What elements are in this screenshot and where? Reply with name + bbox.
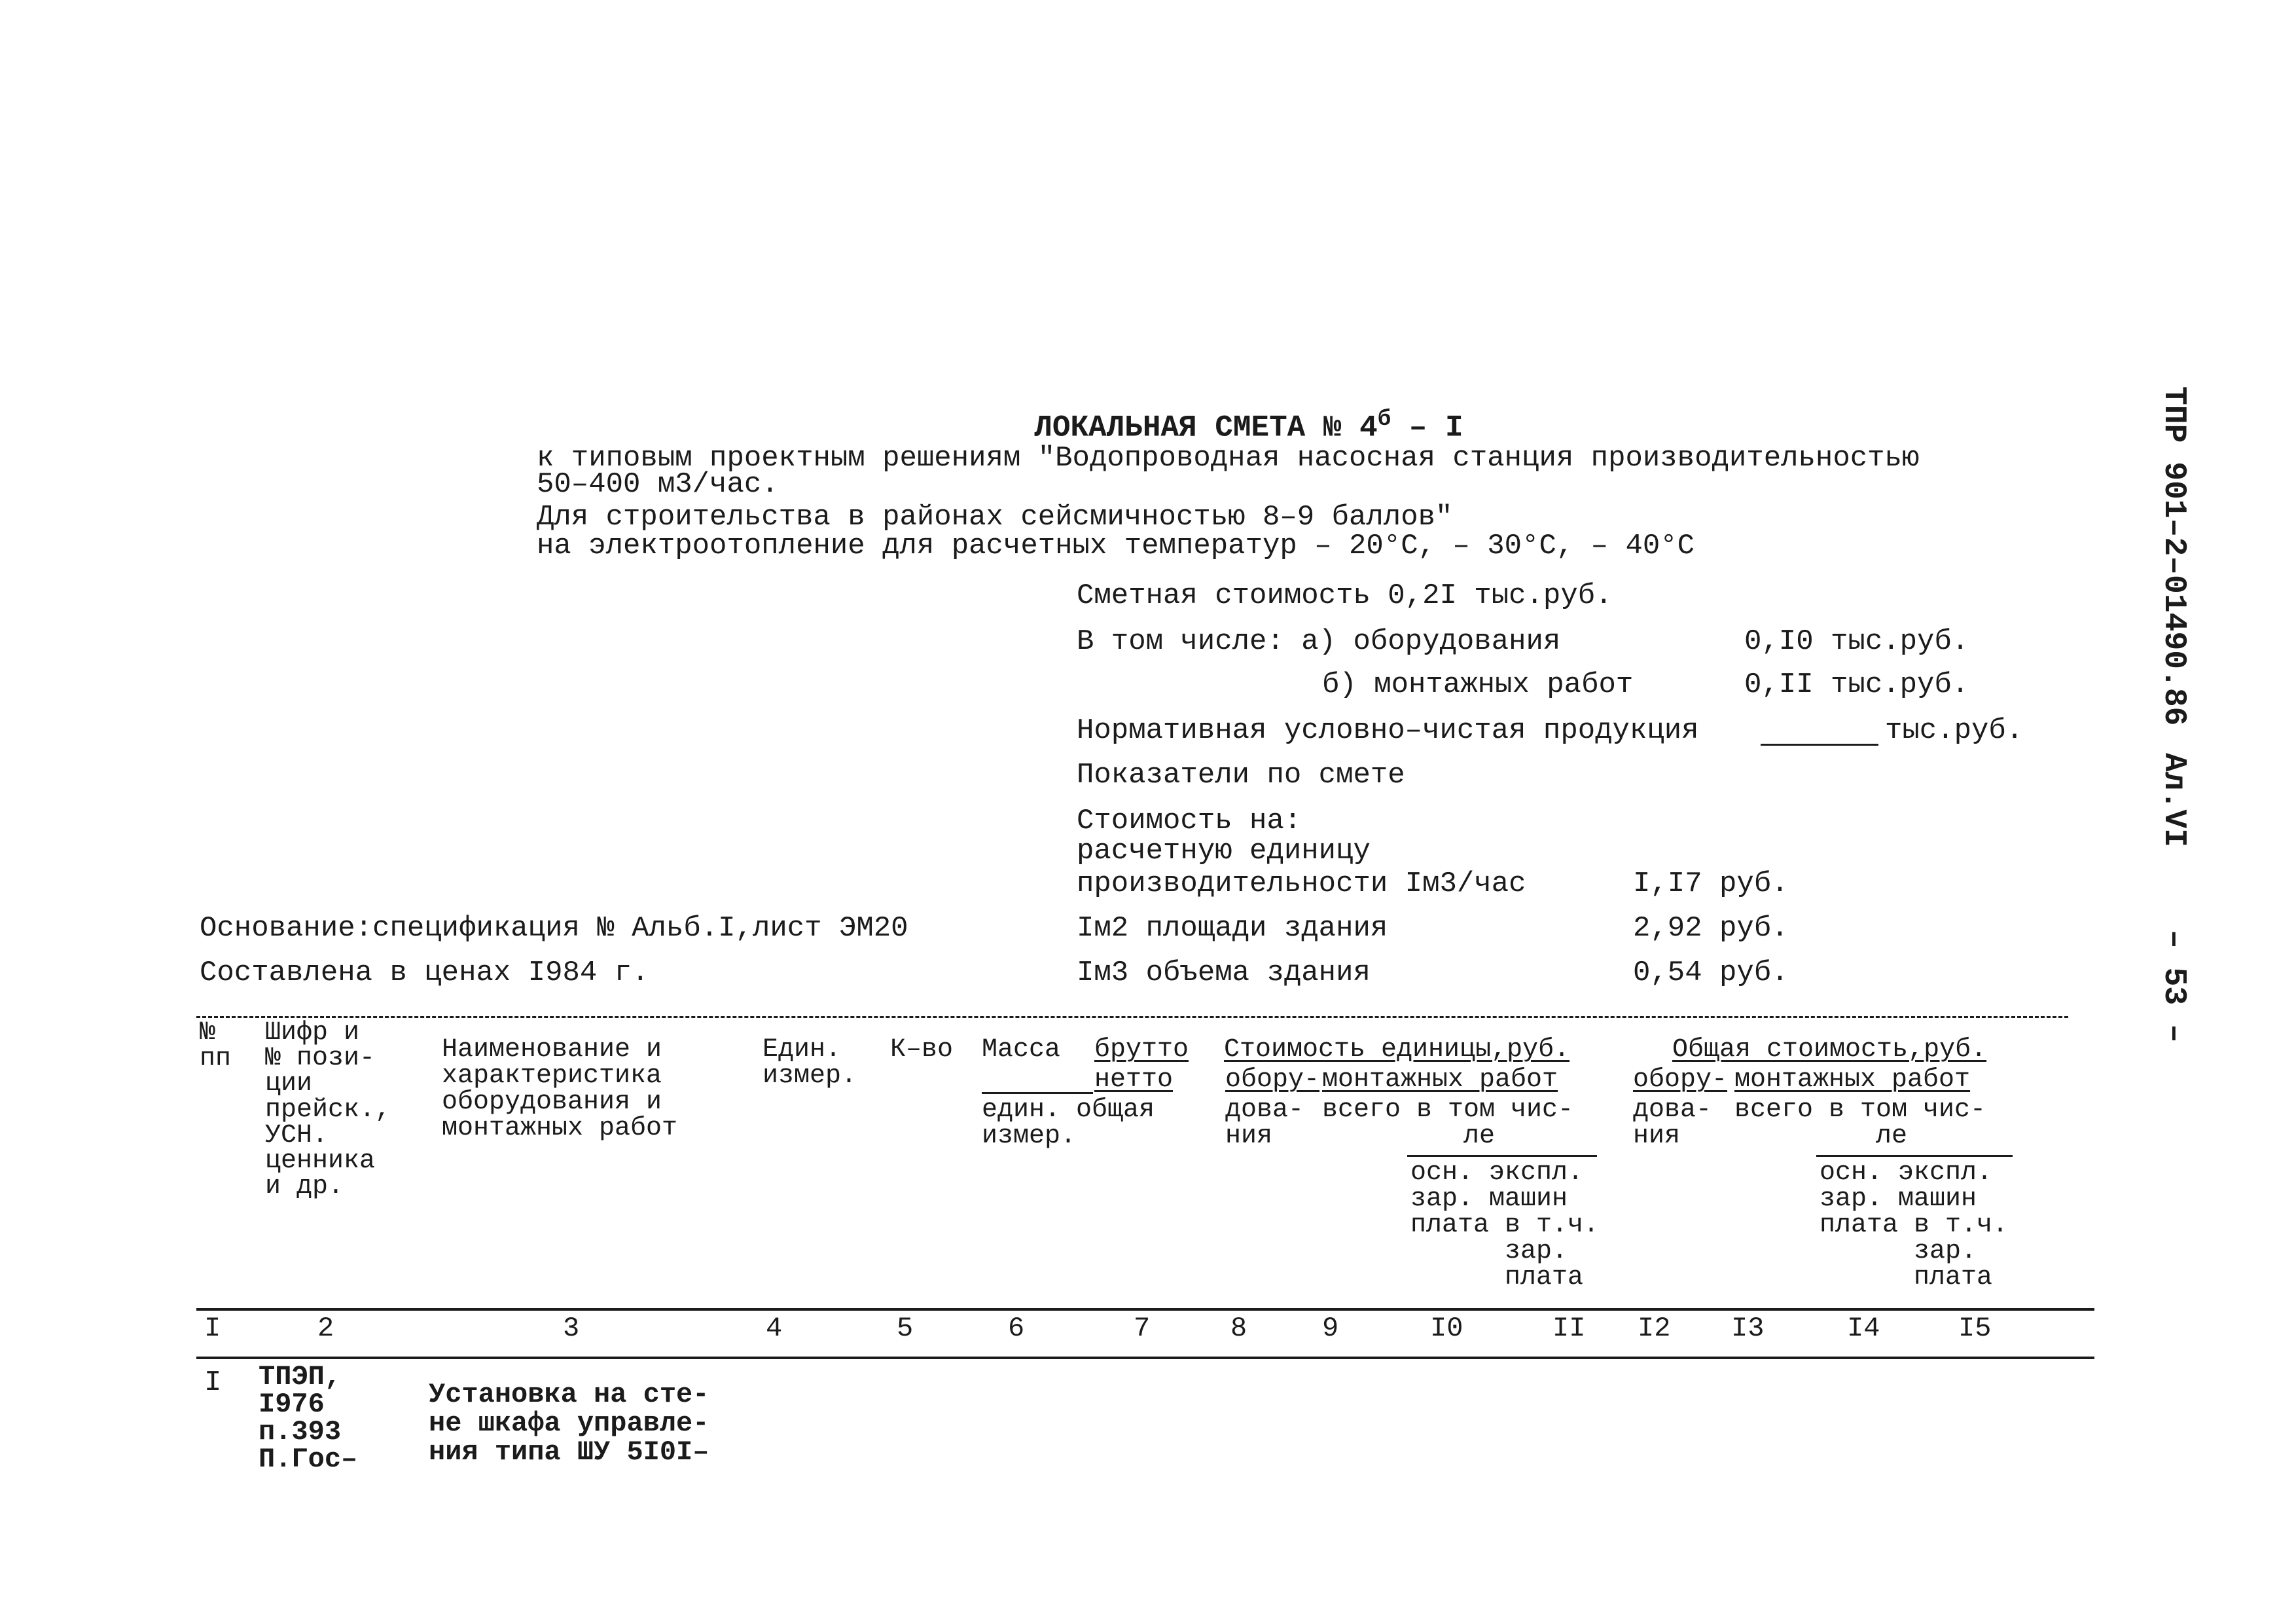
- colnum-13: I3: [1731, 1313, 1765, 1344]
- colnum-1: I: [204, 1313, 221, 1344]
- incl-equipment-label: В том числе: а) оборудования: [1077, 625, 1561, 658]
- header-total-all: всего в том чис- ле: [1734, 1095, 1986, 1151]
- normative-label: Нормативная условно–чистая продукция: [1077, 714, 1699, 747]
- row-name: Установка на сте- не шкафа управле- ния типа ШУ 5I0I–: [429, 1379, 709, 1468]
- header-unit-equip: обору-: [1225, 1065, 1320, 1095]
- header-total-equip: обору-: [1633, 1065, 1728, 1095]
- normative-unit: тыс.руб.: [1885, 714, 2024, 747]
- total-cost: Сметная стоимость 0,2I тыс.руб.: [1077, 579, 1613, 612]
- total-sub-rule: [1816, 1155, 2013, 1157]
- colnum-4: 4: [766, 1313, 783, 1344]
- subtitle-line-4: на электроотопление для расчетных температур – 20°C, – 30°C, – 40°C: [537, 530, 1695, 562]
- title-superscript: б: [1377, 407, 1391, 432]
- side-stamp: [2156, 386, 2199, 1074]
- incl-equipment-value: 0,I0 тыс.руб.: [1744, 625, 1969, 658]
- colnum-10: I0: [1430, 1313, 1463, 1344]
- header-brutto: брутто: [1094, 1035, 1189, 1065]
- colnum-9: 9: [1322, 1313, 1339, 1344]
- unit-sub-rule: [1407, 1155, 1597, 1157]
- header-unit-sub: осн. экспл. зар. машин плата в т.ч. зар. плата: [1410, 1158, 1600, 1292]
- unit-line-1: расчетную единицу: [1077, 835, 1371, 867]
- header-unit-all: всего в том чис- ле: [1322, 1095, 1574, 1151]
- header-c1: № пп: [200, 1018, 232, 1074]
- header-netto: нетто: [1094, 1065, 1174, 1095]
- header-c2: Шифр и № пози- ции прейск., УСН. ценника и др.: [265, 1018, 391, 1202]
- colnum-3: 3: [563, 1313, 580, 1344]
- colnum-2: 2: [317, 1313, 334, 1344]
- stamp-code: ТПР 901–2–01490.86: [2156, 386, 2191, 726]
- row-number: I: [204, 1366, 222, 1399]
- stamp-album: Ал.VI: [2156, 753, 2191, 848]
- colnum-12: I2: [1638, 1313, 1671, 1344]
- header-total-mont: монтажных работ: [1734, 1065, 1971, 1095]
- area-label: Iм2 площади здания: [1077, 912, 1388, 945]
- header-unit-mont: монтажных работ: [1322, 1065, 1558, 1095]
- colnum-14: I4: [1847, 1313, 1880, 1344]
- incl-install-label: б) монтажных работ: [1322, 668, 1634, 701]
- normative-blank: [1761, 744, 1878, 746]
- netto-rule: [982, 1092, 1093, 1094]
- colnum-6: 6: [1008, 1313, 1025, 1344]
- colnum-bottom-rule: [196, 1357, 2094, 1359]
- header-mass: Масса: [982, 1035, 1061, 1065]
- header-total-cost: Общая стоимость,руб.: [1672, 1035, 1987, 1065]
- header-total-sub: осн. экспл. зар. машин плата в т.ч. зар. плата: [1820, 1158, 2009, 1292]
- subtitle-line-2: 50–400 м3/час.: [537, 468, 779, 501]
- colnum-15: I5: [1958, 1313, 1992, 1344]
- cost-on-label: Стоимость на:: [1077, 805, 1302, 837]
- colnum-8: 8: [1230, 1313, 1247, 1344]
- stamp-page: – 53 –: [2156, 930, 2191, 1043]
- prices-text: Составлена в ценах I984 г.: [200, 957, 649, 989]
- basis-text: Основание:спецификация № Альб.I,лист ЭМ20: [200, 912, 908, 945]
- colnum-11: II: [1552, 1313, 1586, 1344]
- colnum-top-rule: [196, 1308, 2094, 1311]
- header-total-equip2: дова- ния: [1633, 1095, 1712, 1151]
- subtitle-line-1: к типовым проектным решениям "Водопроводная насосная станция производительностью: [537, 442, 1920, 475]
- volume-value: 0,54 руб.: [1633, 957, 1789, 989]
- header-c3: Наименование и характеристика оборудования и монтажных работ: [442, 1035, 678, 1143]
- indicators-label: Показатели по смете: [1077, 759, 1405, 792]
- header-unit-cost: Стоимость единицы,руб.: [1224, 1035, 1570, 1065]
- colnum-5: 5: [897, 1313, 914, 1344]
- colnum-7: 7: [1134, 1313, 1151, 1344]
- header-c5: К–во: [890, 1035, 954, 1065]
- header-c4: Един. измер.: [762, 1035, 857, 1091]
- header-unit-equip2: дова- ния: [1225, 1095, 1304, 1151]
- header-mass-sub: един. общая измер.: [982, 1095, 1155, 1151]
- volume-label: Iм3 объема здания: [1077, 957, 1371, 989]
- title-text: ЛОКАЛЬНАЯ СМЕТА № 4: [1034, 410, 1378, 445]
- unit-value: I,I7 руб.: [1633, 867, 1789, 900]
- table-top-rule: [196, 1016, 2068, 1018]
- area-value: 2,92 руб.: [1633, 912, 1789, 945]
- unit-line-2: производительности Iм3/час: [1077, 867, 1526, 900]
- row-code: ТПЭП, I976 п.393 П.Гос–: [259, 1361, 358, 1475]
- subtitle-line-3: Для строительства в районах сейсмичностью 8–9 баллов": [537, 501, 1453, 534]
- title-suffix: – I: [1408, 410, 1463, 445]
- page-title: [998, 378, 1463, 443]
- incl-install-value: 0,II тыс.руб.: [1744, 668, 1969, 701]
